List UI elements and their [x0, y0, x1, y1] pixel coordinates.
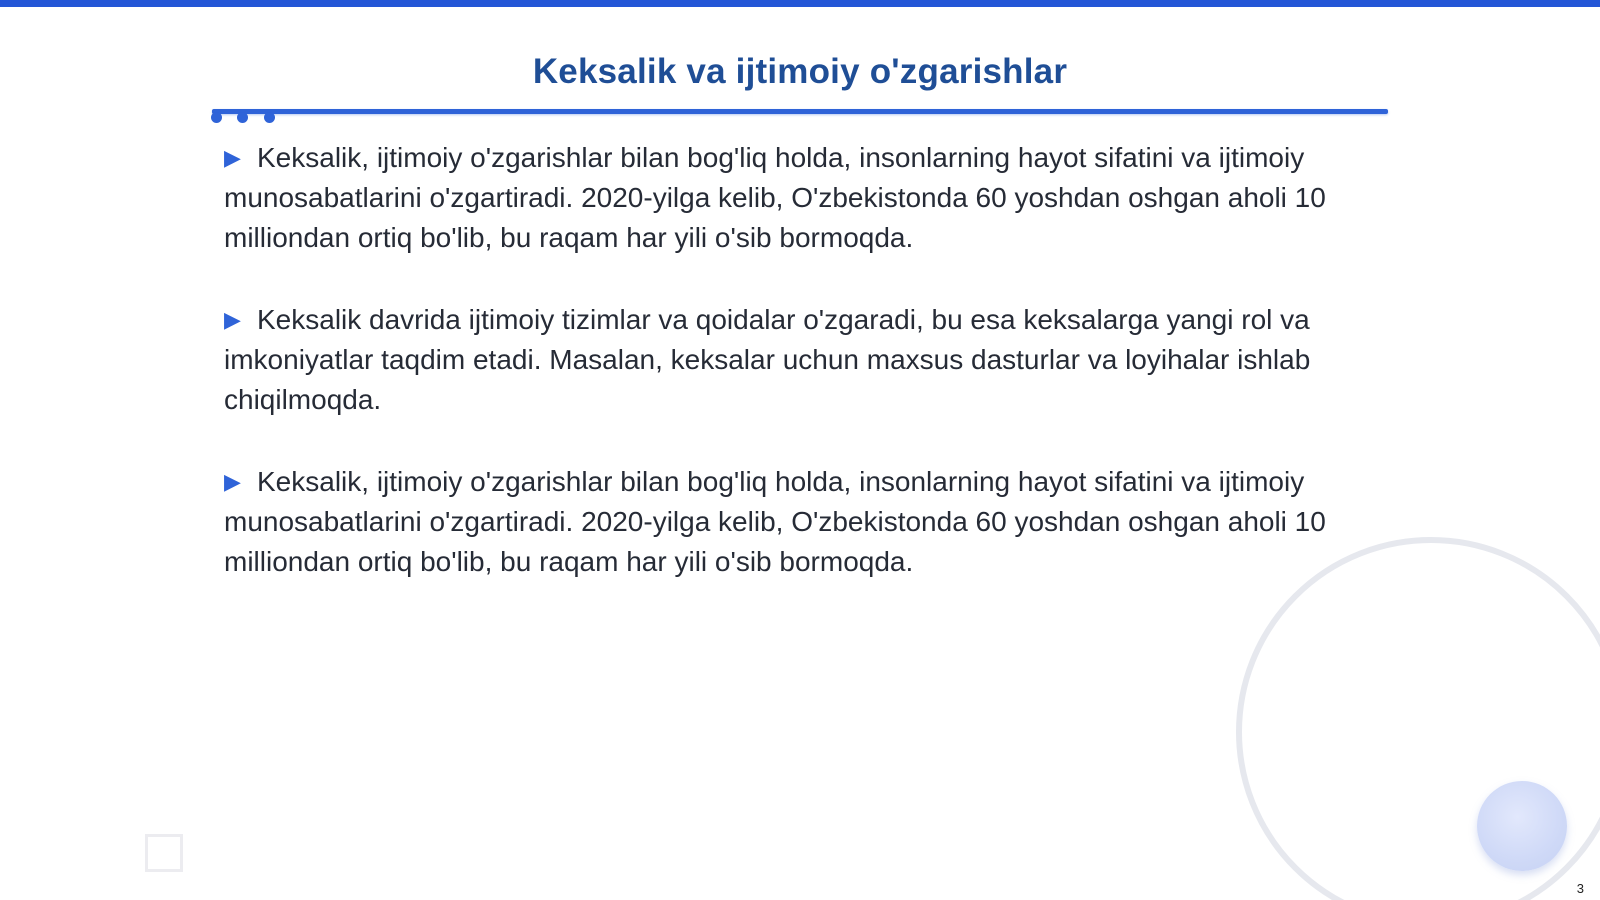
bullet-item	[224, 138, 1374, 258]
play-triangle-icon: ▶	[224, 145, 241, 170]
play-triangle-icon: ▶	[224, 307, 241, 332]
bullet-text: Keksalik davrida ijtimoiy tizimlar va qoidalar o'zgaradi, bu esa keksalarga yangi rol va imkoniyatlar taqdim etadi. Masalan, keksalar uchun maxsus dasturlar va loyihalar ishlab chiqilmoqda.	[224, 304, 1311, 415]
decor-circle	[1477, 781, 1567, 871]
title-underline	[212, 109, 1388, 114]
bullet-item	[224, 462, 1374, 582]
play-triangle-icon: ▶	[224, 469, 241, 494]
bullet-text: Keksalik, ijtimoiy o'zgarishlar bilan bog'liq holda, insonlarning hayot sifatini va ijtimoiy munosabatlarini o'zgartiradi. 2020-yilga kelib, O'zbekistonda 60 yoshdan oshgan aholi 10 milliondan ortiq bo'lib, bu raqam har yili o'sib bormoqda.	[224, 466, 1326, 577]
decor-dot	[264, 112, 275, 123]
top-accent-bar	[0, 0, 1600, 7]
decor-dot	[211, 112, 222, 123]
slide-title: Keksalik va ijtimoiy o'zgarishlar	[532, 52, 1068, 91]
underline-dots	[211, 112, 281, 126]
bullet-item	[224, 300, 1374, 420]
decor-dot	[237, 112, 248, 123]
bullet-text: Keksalik, ijtimoiy o'zgarishlar bilan bog'liq holda, insonlarning hayot sifatini va ijtimoiy munosabatlarini o'zgartiradi. 2020-yilga kelib, O'zbekistonda 60 yoshdan oshgan aholi 10 milliondan ortiq bo'lib, bu raqam har yili o'sib bormoqda.	[224, 142, 1326, 253]
decor-square	[145, 834, 183, 872]
bullet-list	[224, 138, 1374, 624]
page-number: 3	[1576, 881, 1584, 896]
